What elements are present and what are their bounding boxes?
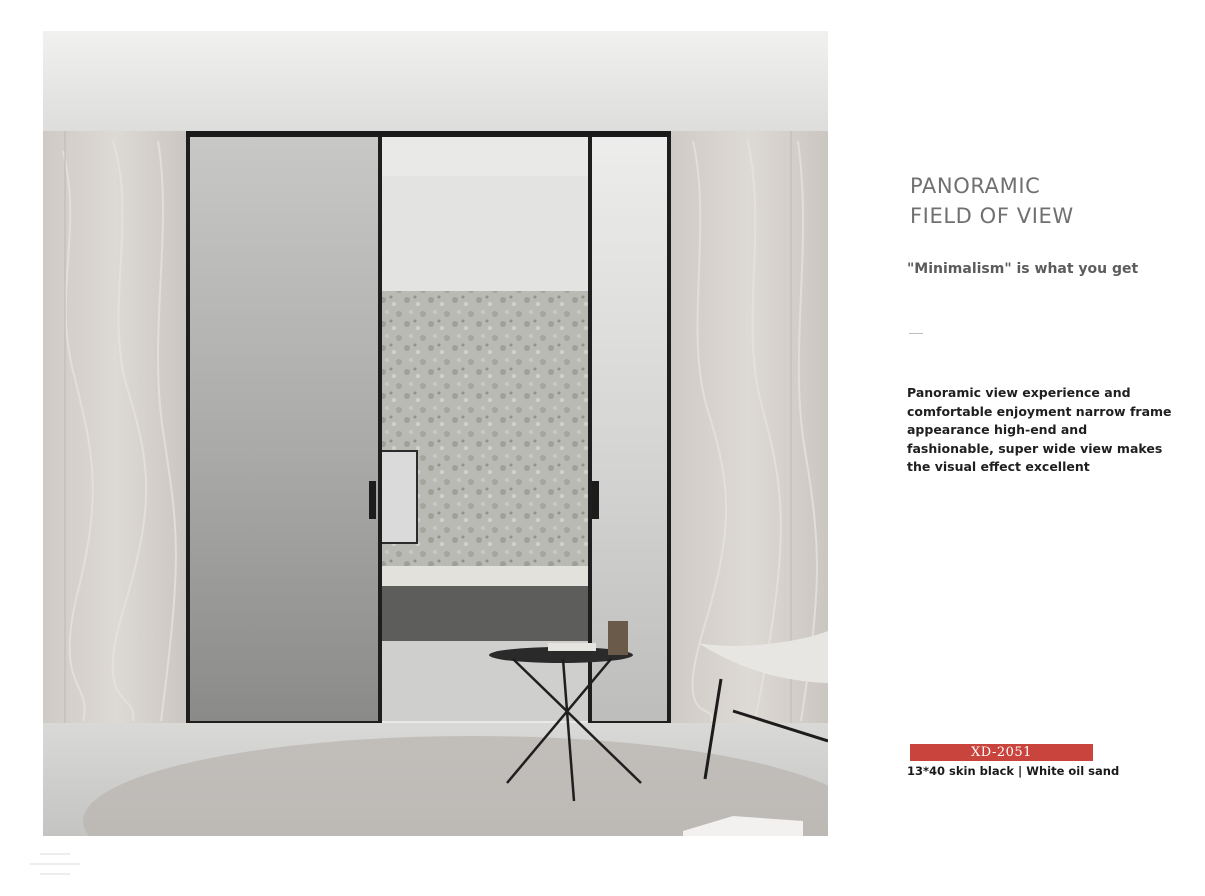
heading-line-2: FIELD OF VIEW	[910, 204, 1074, 228]
section-heading	[910, 171, 1074, 231]
info-panel	[905, 0, 1195, 896]
description-text: Panoramic view experience and comfortable enjoyment narrow frame appearance high-end and fashionable, super wide view makes the visual effect excellent	[907, 385, 1172, 475]
heading-line-1: PANORAMIC	[910, 174, 1041, 198]
product-spec: 13*40 skin black | White oil sand	[907, 764, 1120, 778]
tagline: "Minimalism" is what you get	[907, 261, 1139, 277]
product-photo	[43, 31, 828, 836]
model-badge: XD-2051	[910, 744, 1093, 761]
watermark-logo	[20, 846, 90, 882]
divider-dash: —	[909, 324, 923, 340]
